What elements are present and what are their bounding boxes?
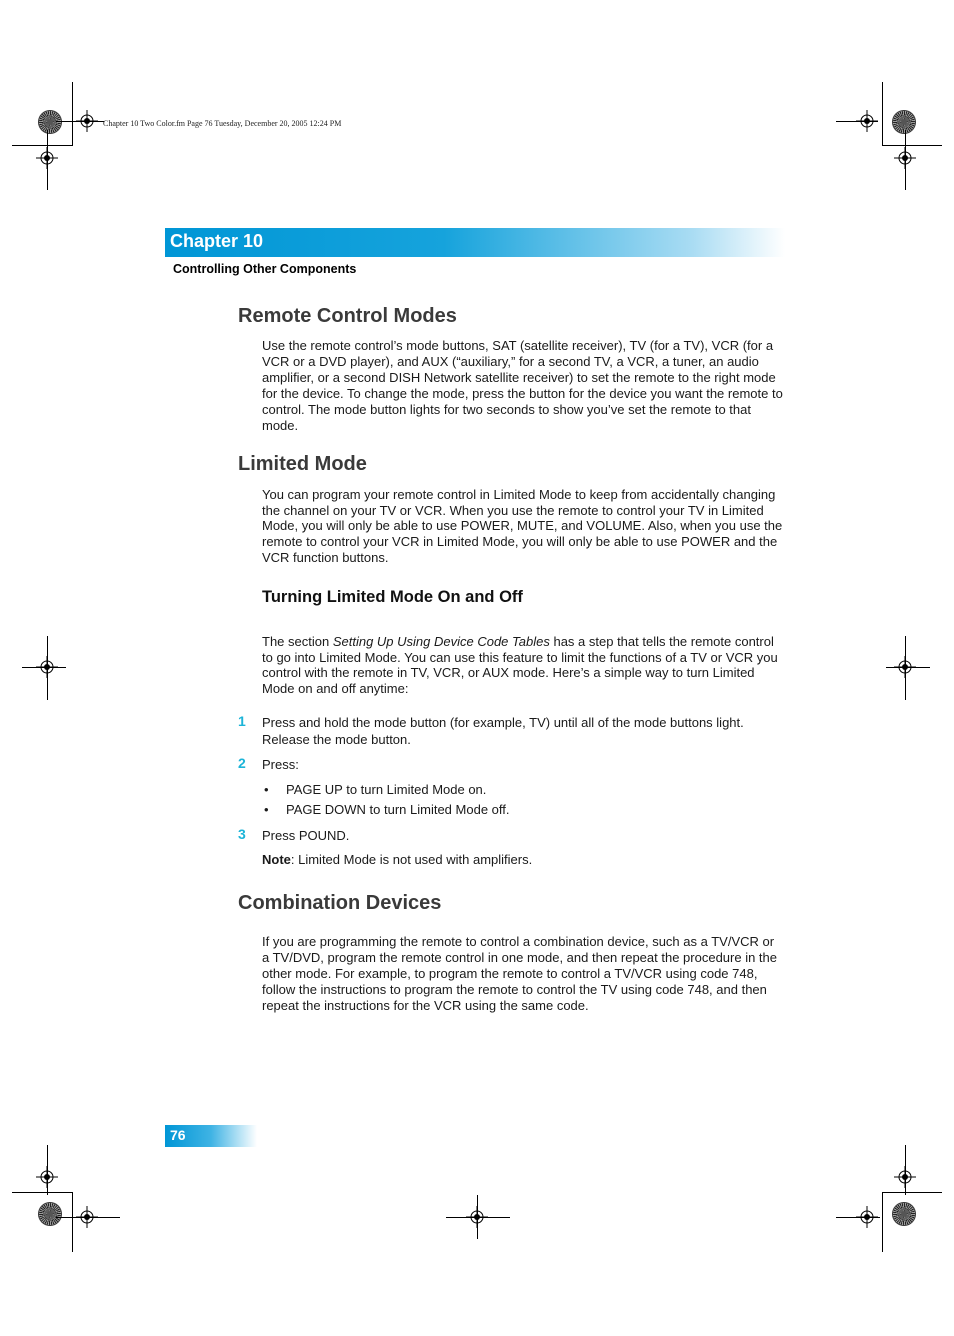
note-label: Note bbox=[262, 852, 291, 867]
text-line bbox=[262, 634, 786, 650]
step-number: 3 bbox=[238, 826, 246, 842]
device-code-tables-reference: Setting Up Using Device Code Tables bbox=[332, 634, 550, 649]
bullet-icon: • bbox=[264, 802, 269, 817]
chapter-label: Chapter 10 bbox=[170, 231, 264, 251]
note-text: : Limited Mode is not used with amplifiers. bbox=[290, 852, 533, 867]
text-line: a TV/DVD, program the remote control in one mode, and then repeat the procedure in the bbox=[262, 950, 778, 965]
text-line: VCR function buttons. bbox=[262, 550, 389, 565]
text-run: The section bbox=[262, 634, 333, 649]
text-line: mode. bbox=[262, 418, 299, 433]
text-line: Mode, you will only be able to use POWER, MUTE, and VOLUME. Also, when you use the bbox=[262, 518, 783, 533]
text-line: You can program your remote control in Limited Mode to keep from accidentally changing bbox=[262, 487, 776, 502]
text-line: the channel on your TV or VCR. When you use the remote to control your TV in Limited bbox=[262, 503, 764, 518]
step-text: Release the mode button. bbox=[262, 732, 411, 747]
section-title-remote-control-modes: Remote Control Modes bbox=[238, 305, 457, 327]
color-rosette-icon bbox=[893, 1203, 915, 1225]
text-line: VCR or a DVD player), and AUX (“auxiliary,” for a second TV, a VCR, a tuner, an audio bbox=[262, 354, 759, 369]
step-number: 1 bbox=[238, 713, 246, 729]
text-line: control with the remote in TV, VCR, or AUX mode. Here’s a simple way to turn Limited bbox=[262, 665, 755, 680]
section-title-combination-devices: Combination Devices bbox=[238, 892, 442, 914]
file-slug: Chapter 10 Two Color.fm Page 76 Tuesday, December 20, 2005 12:24 PM bbox=[103, 119, 342, 128]
color-rosette-icon bbox=[893, 111, 915, 133]
text-line: repeat the instructions for the VCR using the same code. bbox=[262, 998, 589, 1013]
chapter-banner bbox=[165, 228, 785, 257]
page-number: 76 bbox=[170, 1127, 186, 1143]
section-title-limited-mode: Limited Mode bbox=[238, 453, 367, 475]
step-number: 2 bbox=[238, 755, 246, 771]
text-line: amplifier, or a second DISH Network satellite receiver) to set the remote to the right mode bbox=[262, 370, 776, 385]
text-run: has a step that tells the remote control bbox=[549, 634, 774, 649]
text-line: to go into Limited Mode. You can use this feature to limit the functions of a TV or VCR you bbox=[262, 650, 778, 665]
step-text: Press: bbox=[262, 757, 299, 772]
step-text: Press and hold the mode button (for example, TV) until all of the mode buttons light. bbox=[262, 715, 744, 730]
step-text: Press POUND. bbox=[262, 828, 350, 843]
subsection-title-turning-limited-mode: Turning Limited Mode On and Off bbox=[262, 588, 523, 606]
text-line: follow the instructions to program the remote to control the TV using code 748, and then bbox=[262, 982, 767, 997]
color-rosette-icon bbox=[39, 111, 61, 133]
text-line: Mode on and off anytime: bbox=[262, 681, 409, 696]
text-line: If you are programming the remote to control a combination device, such as a TV/VCR or bbox=[262, 934, 775, 949]
page-number-banner bbox=[165, 1125, 257, 1147]
text-line: other mode. For example, to program the remote to control a TV/VCR using code 748, bbox=[262, 966, 758, 981]
color-rosette-icon bbox=[39, 1203, 61, 1225]
text-line: control. The mode button lights for two seconds to show you’ve set the remote to that bbox=[262, 402, 751, 417]
note bbox=[262, 852, 786, 868]
text-line: for the device. To change the mode, press the button for the device you want the remote to bbox=[262, 386, 783, 401]
chapter-subtitle: Controlling Other Components bbox=[173, 262, 357, 276]
text-line: remote to control your VCR in Limited Mode, you will only be able to use POWER and the bbox=[262, 534, 778, 549]
bullet-icon: • bbox=[264, 782, 269, 797]
bullet-text: PAGE UP to turn Limited Mode on. bbox=[286, 782, 487, 797]
text-line: Use the remote control’s mode buttons, SAT (satellite receiver), TV (for a TV), VCR (for a bbox=[262, 338, 774, 353]
bullet-text: PAGE DOWN to turn Limited Mode off. bbox=[286, 802, 510, 817]
